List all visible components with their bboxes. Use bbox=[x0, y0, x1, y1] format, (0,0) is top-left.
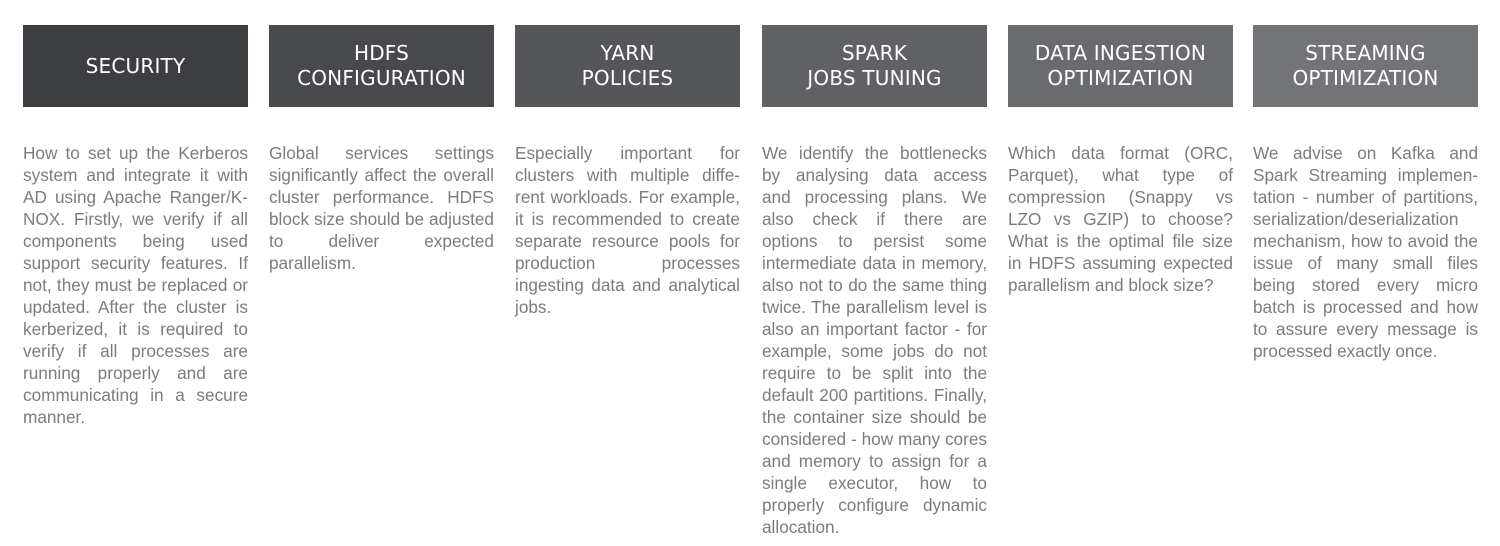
header-hdfs-configuration bbox=[269, 25, 494, 107]
topics-grid bbox=[23, 25, 1478, 540]
header-security bbox=[23, 25, 248, 107]
header-spark-jobs-tuning bbox=[762, 25, 987, 107]
header-streaming-optimization-line-2: OPTIMIZATION bbox=[1292, 66, 1439, 90]
header-hdfs-configuration-line-2: CONFIGURATION bbox=[297, 66, 466, 90]
column-yarn-policies bbox=[515, 25, 740, 318]
header-hdfs-configuration-line-1: HDFS bbox=[353, 41, 410, 65]
header-data-ingestion-optimization bbox=[1008, 25, 1233, 107]
header-yarn-policies-line-2: POLICIES bbox=[581, 66, 674, 90]
header-streaming-optimization-line-1: STREAMING bbox=[1305, 41, 1426, 65]
description-data-ingestion-optimization: Which data format (ORC, Parquet), what type of compression (Snappy vs LZO vs GZIP) to choose? What is the optimal file size in HDFS assuming expected parallelism and block size? bbox=[1008, 143, 1233, 295]
column-streaming-optimization bbox=[1253, 25, 1478, 362]
column-security bbox=[23, 25, 248, 428]
column-data-ingestion-optimization bbox=[1008, 25, 1233, 296]
description-streaming-optimization: We advise on Kafka and Spark Streaming implementation - number of partitions, serialization/deserialization mechanism, how to avoid the issue of many small files being stored every micro batch is processed and how to assure every message is processed exactly once. bbox=[1253, 143, 1478, 361]
header-spark-jobs-tuning-line-1: SPARK bbox=[841, 41, 908, 65]
column-spark-jobs-tuning bbox=[762, 25, 987, 538]
description-spark-jobs-tuning: We identify the bottlenecks by analysing data access and processing plans. We also check if there are options to persist some intermediate data in memory, also not to do the same thing twice. The parallelism level is also an important factor - for example, some jobs do not require to be split into the default 200 partitions. Finally, the container size should be considered - how many cores and memory to assign for a single executor, how to properly configure dynamic allocation. bbox=[762, 143, 987, 537]
description-yarn-policies: Especially important for clusters with multiple different workloads. For example, it is recommended to create separate resource pools for production processes ingesting data and analytical jobs. bbox=[515, 143, 740, 317]
header-yarn-policies-line-1: YARN bbox=[600, 41, 655, 65]
header-data-ingestion-optimization-line-2: OPTIMIZATION bbox=[1047, 66, 1194, 90]
header-spark-jobs-tuning-line-2: JOBS TUNING bbox=[807, 66, 942, 90]
header-data-ingestion-optimization-line-1: DATA INGESTION bbox=[1034, 41, 1207, 65]
header-yarn-policies bbox=[515, 25, 740, 107]
header-security-line-1: SECURITY bbox=[85, 53, 186, 78]
header-streaming-optimization bbox=[1253, 25, 1478, 107]
description-security: How to set up the Kerberos system and integrate it with AD using Apache Ranger/K-NOX. Firstly, we verify if all components being used support security features. If not, they must be replaced or updated. After the cluster is kerberized, it is required to verify if all processes are running properly and are communicating in a secure manner. bbox=[23, 143, 248, 427]
description-hdfs-configuration: Global services settings significantly affect the overall cluster performance. HDFS block size should be adjusted to deliver expected parallelism. bbox=[269, 143, 494, 273]
column-hdfs-configuration bbox=[269, 25, 494, 274]
